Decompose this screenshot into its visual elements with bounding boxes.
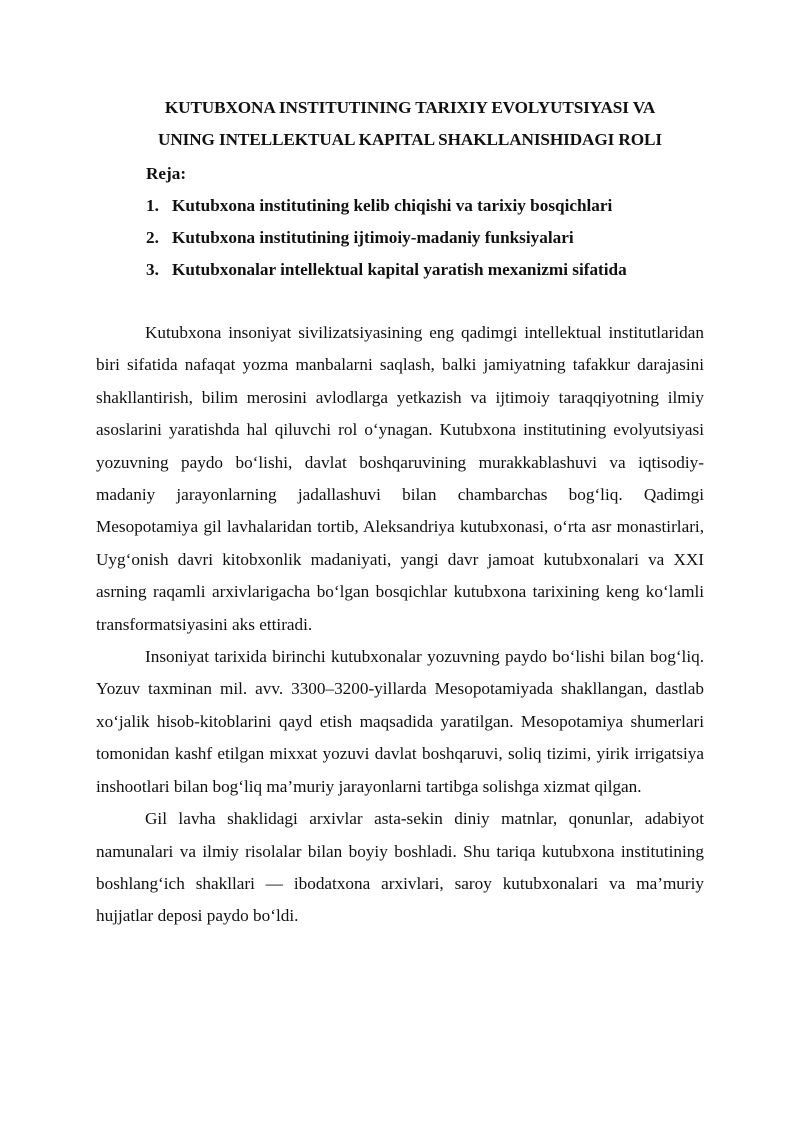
plan-heading: Reja:	[146, 164, 187, 183]
plan-item-number: 2.	[146, 228, 159, 247]
plan-item	[146, 254, 627, 286]
plan-list	[146, 190, 627, 286]
plan-item-text: Kutubxona institutining ijtimoiy-madaniy funksiyalari	[172, 228, 574, 247]
body-paragraph: Insoniyat tarixida birinchi kutubxonalar yozuvning paydo bo‘lishi bilan bog‘liq. Yozuv taxminan mil. avv. 3300–3200-yillarda Mesopotamiyada shakllangan, dastlab xo‘jalik hisob-kitoblarini qayd etish maqsadida yaratilgan. Mesopotamiya shumerlari tomonidan kashf etilgan mixxat yozuvi davlat boshqaruvi, soliq tizimi, yirik irrigatsiya inshootlari bilan bog‘liq ma’muriy jarayonlarni tartibga solishga xizmat qilgan.	[96, 647, 704, 796]
body-paragraph: Gil lavha shaklidagi arxivlar asta-sekin diniy matnlar, qonunlar, adabiyot namunalari va ilmiy risolalar bilan boyiy boshladi. Shu tariqa kutubxona institutining boshlang‘ich shakllari — ibodatxona arxivlari, saroy kutubxonalari va ma’muriy hujjatlar deposi paydo bo‘ldi.	[96, 809, 704, 926]
title-line-2: UNING INTELLEKTUAL KAPITAL SHAKLLANISHIDAGI ROLI	[158, 130, 662, 149]
document-title	[100, 92, 720, 156]
body-paragraph: Kutubxona insoniyat sivilizatsiyasining eng qadimgi intellektual institutlaridan biri sifatida nafaqat yozma manbalarni saqlash, balki jamiyatning tafakkur darajasini shakllantirish, bilim merosini avlodlarga yetkazish va ijtimoiy taraqqiyotning ilmiy asoslarini yaratishda hal qiluvchi rol o‘ynagan. Kutubxona institutining evolyutsiyasi yozuvning paydo bo‘lishi, davlat boshqaruvining murakkablashuvi va iqtisodiy-madaniy jarayonlarning jadallashuvi bilan chambarchas bog‘liq. Qadimgi Mesopotamiya gil lavhalaridan tortib, Aleksandriya kutubxonasi, o‘rta asr monastirlari, Uyg‘onish davri kitobxonlik madaniyati, yangi davr jamoat kutubxonalari va XXI asrning raqamli arxivlarigacha bo‘lgan bosqichlar kutubxona tarixining keng ko‘lamli transformatsiyasini aks ettiradi.	[96, 323, 704, 634]
plan-item-number: 3.	[146, 260, 159, 279]
plan-item-text: Kutubxonalar intellektual kapital yaratish mexanizmi sifatida	[172, 260, 627, 279]
plan-item	[146, 190, 627, 222]
plan-item	[146, 222, 627, 254]
plan-item-number: 1.	[146, 196, 159, 215]
plan-item-text: Kutubxona institutining kelib chiqishi va tarixiy bosqichlari	[172, 196, 613, 215]
title-line-1: KUTUBXONA INSTITUTINING TARIXIY EVOLYUTSIYASI VA	[164, 98, 656, 117]
document-body	[96, 317, 704, 933]
